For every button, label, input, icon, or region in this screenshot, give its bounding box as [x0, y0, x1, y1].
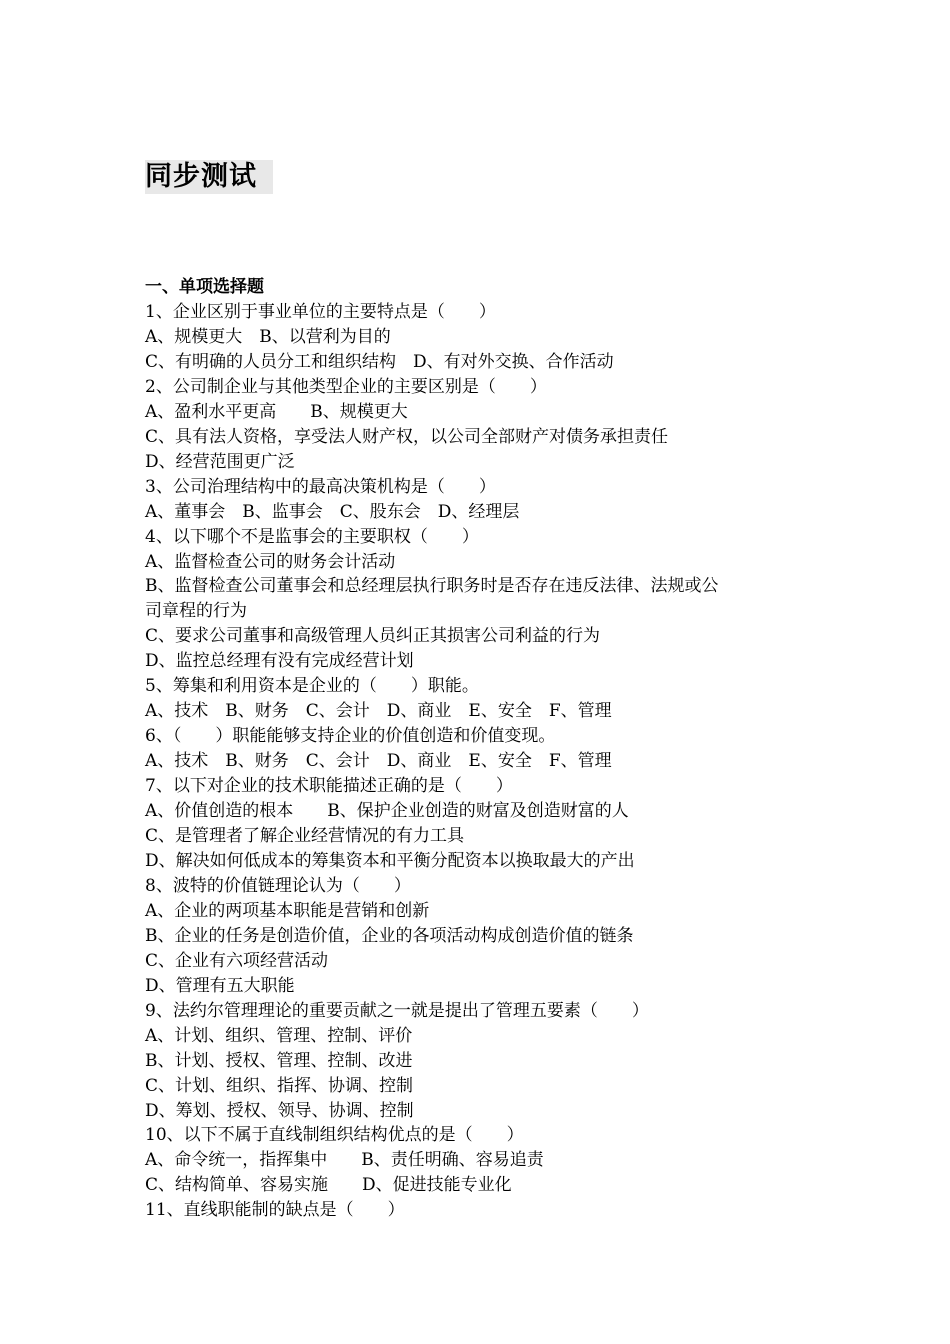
option-line: A、价值创造的根本 B、保护企业创造的财富及创造财富的人 [145, 801, 629, 822]
question-line: 10、以下不属于直线制组织结构优点的是（ ） [145, 1125, 524, 1146]
option-line: A、技术 B、财务 C、会计 D、商业 E、安全 F、管理 [145, 701, 612, 722]
option-line: A、企业的两项基本职能是营销和创新 [145, 900, 430, 921]
question-line: 2、公司制企业与其他类型企业的主要区别是（ ） [145, 376, 547, 397]
option-line: D、解决如何低成本的筹集资本和平衡分配资本以换取最大的产出 [145, 850, 635, 871]
option-line: A、盈利水平更高 B、规模更大 [145, 401, 408, 422]
option-line: A、规模更大 B、以营利为目的 [145, 326, 391, 347]
option-line: C、有明确的人员分工和组织结构 D、有对外交换、合作活动 [145, 351, 614, 372]
question-list [145, 275, 825, 1223]
page-title: 同步测试 [145, 160, 273, 194]
option-line: C、企业有六项经营活动 [145, 950, 329, 971]
option-line: A、技术 B、财务 C、会计 D、商业 E、安全 F、管理 [145, 751, 612, 772]
question-line: 1、企业区别于事业单位的主要特点是（ ） [145, 302, 496, 322]
question-line: 5、筹集和利用资本是企业的（ ）职能。 [145, 676, 479, 697]
option-line: D、管理有五大职能 [145, 975, 295, 996]
option-line: C、计划、组织、指挥、协调、控制 [145, 1075, 414, 1096]
option-line: A、命令统一，指挥集中 B、责任明确、容易追责 [145, 1150, 544, 1171]
question-line: 11、直线职能制的缺点是（ ） [145, 1200, 405, 1221]
option-line: A、监督检查公司的财务会计活动 [145, 551, 396, 572]
option-line-continuation: 司章程的行为 [145, 601, 247, 622]
option-line: A、计划、组织、管理、控制、评价 [145, 1025, 413, 1046]
option-line: B、计划、授权、管理、控制、改进 [145, 1050, 413, 1071]
option-line: C、具有法人资格，享受法人财产权，以公司全部财产对债务承担责任 [145, 426, 669, 447]
option-line: D、监控总经理有没有完成经营计划 [145, 651, 414, 672]
option-line: D、经营范围更广泛 [145, 451, 295, 472]
question-line: 8、波特的价值链理论认为（ ） [145, 875, 411, 896]
option-line: C、是管理者了解企业经营情况的有力工具 [145, 826, 465, 847]
question-line: 9、法约尔管理理论的重要贡献之一就是提出了管理五要素（ ） [145, 1000, 649, 1021]
question-line: 7、以下对企业的技术职能描述正确的是（ ） [145, 776, 513, 797]
question-line: 3、公司治理结构中的最高决策机构是（ ） [145, 476, 496, 497]
option-line: A、董事会 B、监事会 C、股东会 D、经理层 [145, 501, 520, 522]
option-line: B、监督检查公司董事会和总经理层执行职务时是否存在违反法律、法规或公 [145, 576, 719, 597]
section-heading: 一、单项选择题 [145, 277, 264, 297]
option-line: C、结构简单、容易实施 D、促进技能专业化 [145, 1175, 512, 1196]
question-line: 6、（ ）职能能够支持企业的价值创造和价值变现。 [145, 726, 556, 747]
option-line: B、企业的任务是创造价值，企业的各项活动构成创造价值的链条 [145, 925, 634, 946]
option-line: C、要求公司董事和高级管理人员纠正其损害公司利益的行为 [145, 626, 601, 647]
option-line: D、筹划、授权、领导、协调、控制 [145, 1100, 414, 1121]
question-line: 4、以下哪个不是监事会的主要职权（ ） [145, 526, 479, 547]
